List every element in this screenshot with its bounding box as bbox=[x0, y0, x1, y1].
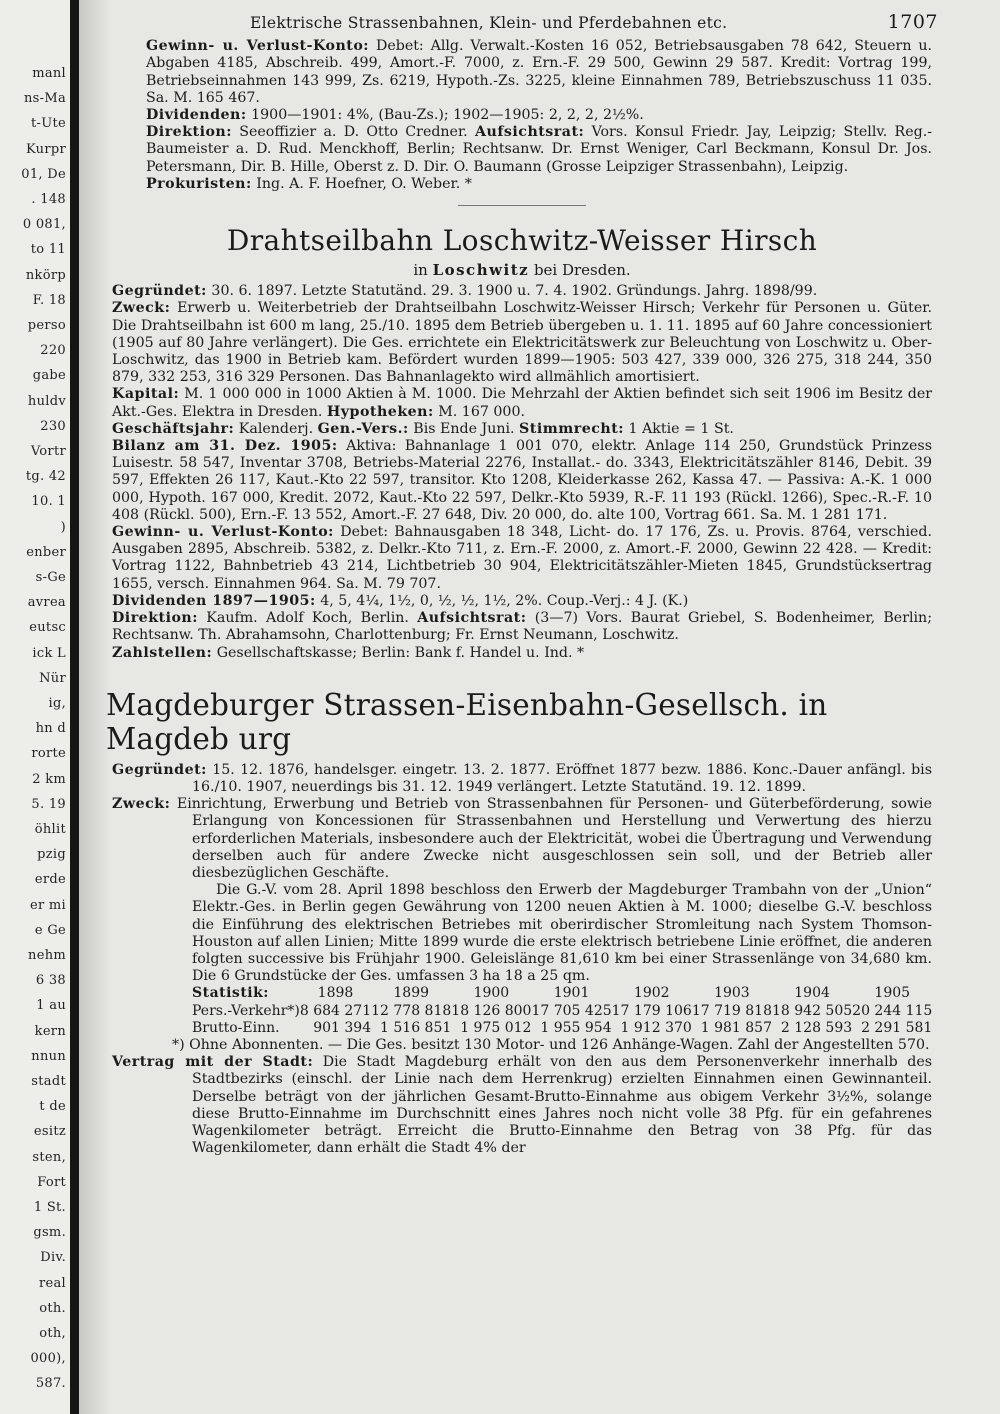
gv-konto-label: Gewinn- u. Verlust-Konto: bbox=[146, 38, 370, 55]
statistics-year-header: 1901 bbox=[553, 985, 590, 1002]
prokuristen-text: Ing. A. F. Hoefner, O. Weber. * bbox=[256, 175, 472, 192]
supervisory-board-label: Aufsichtsrat: bbox=[417, 610, 527, 627]
balance-label: Bilanz am 31. Dez. 1905: bbox=[112, 438, 338, 455]
direction-text: Seeoffizier a. D. Otto Credner. bbox=[239, 124, 468, 141]
gv-konto-paragraph bbox=[112, 524, 932, 593]
statistics-cell: 1 975 012 bbox=[460, 1019, 532, 1036]
section-title: Drahtseilbahn Loschwitz-Weisser Hirsch bbox=[226, 224, 818, 258]
prokuristen-paragraph bbox=[112, 176, 932, 193]
previous-entry-continuation bbox=[112, 38, 932, 193]
margin-fragment: 6 38 bbox=[35, 973, 66, 989]
margin-fragment: Kurpr bbox=[25, 141, 66, 157]
margin-fragment: ick L bbox=[32, 645, 66, 661]
margin-fragment: Div. bbox=[40, 1250, 66, 1266]
margin-fragment: 10. 1 bbox=[31, 494, 66, 510]
margin-fragment: erde bbox=[34, 872, 66, 888]
statistics-year-header: 1904 bbox=[794, 985, 830, 1002]
purpose-label: Zweck: bbox=[112, 796, 171, 813]
margin-fragment: esitz bbox=[33, 1124, 66, 1140]
margin-fragment: gabe bbox=[32, 368, 66, 384]
margin-fragment: oth, bbox=[39, 1326, 66, 1341]
city-contract-label: Vertrag mit der Stadt: bbox=[112, 1054, 314, 1071]
margin-fragment: . 148 bbox=[31, 192, 66, 207]
margin-fragment: rorte bbox=[31, 746, 66, 762]
founded-paragraph bbox=[112, 283, 932, 300]
margin-fragment: ns-Ma bbox=[24, 91, 66, 107]
section-title: Magdeburger Strassen-Eisenbahn-Gesellsch. in Magdeb urg bbox=[106, 687, 828, 756]
mortgage-label: Hypotheken: bbox=[326, 403, 434, 420]
margin-fragment: to 11 bbox=[30, 242, 66, 258]
statistics-cell: 18 126 800 bbox=[451, 1002, 532, 1019]
margin-fragment: hn d bbox=[35, 721, 66, 737]
page-number: 1707 bbox=[887, 11, 938, 33]
margin-fragment: sten, bbox=[32, 1149, 66, 1165]
founded-text: 30. 6. 1897. Letzte Statutänd. 29. 3. 1900 u. 7. 4. 1902. Gründungs. Jahrg. 1898/99. bbox=[211, 283, 818, 300]
mortgage-text: M. 167 000. bbox=[438, 403, 525, 420]
dividends-label: Dividenden: bbox=[146, 107, 247, 124]
direction-label: Direktion: bbox=[146, 124, 232, 141]
statistics-cell: 1 912 370 bbox=[620, 1019, 692, 1036]
direction-paragraph bbox=[112, 610, 932, 644]
subtitle-prefix: in bbox=[413, 261, 428, 280]
margin-fragment: 230 bbox=[40, 418, 66, 434]
paying-agents-paragraph bbox=[112, 645, 932, 662]
gv-konto-paragraph bbox=[112, 38, 932, 107]
margin-fragment: t de bbox=[39, 1099, 66, 1115]
capital-label: Kapital: bbox=[112, 386, 180, 403]
margin-fragment: manl bbox=[32, 66, 66, 81]
margin-fragment: nehm bbox=[28, 948, 66, 963]
margin-fragment: ig, bbox=[48, 696, 66, 711]
margin-fragment: 2 km bbox=[32, 771, 66, 787]
fiscal-year-label: Geschäftsjahr: bbox=[112, 420, 235, 437]
margin-fragment: 587. bbox=[35, 1376, 66, 1392]
founded-label: Gegründet: bbox=[112, 761, 207, 778]
direction-paragraph bbox=[112, 124, 932, 176]
capital-text: M. 1 000 000 in 1000 Aktien à M. 1000. Die Mehrzahl der Aktien befindet sich seit 1906 im Besitz der Akt.-Ges. Elektra in Dresden. bbox=[112, 386, 932, 420]
direction-label: Direktion: bbox=[112, 610, 198, 627]
section-divider bbox=[458, 205, 586, 206]
statistics-cell: 18 942 505 bbox=[771, 1002, 853, 1019]
margin-fragment: Fort bbox=[37, 1174, 66, 1190]
statistics-cell: 1 955 954 bbox=[540, 1019, 612, 1036]
supervisory-board-text: Vors. Konsul Friedr. Jay, Leipzig; Stellv. Reg.-Baumeister a. D. Rud. Menckhoff, Berlin; Rechtsanw. Dr. Ernst Weniger, Carl Beckmann, Konsul Dr. Jos. Petersmann, Dir. B. Hille, Oberst z. D. Dir. O. Baumann (Grosse Leipziger Strassenbahn), Leipzig. bbox=[146, 124, 932, 175]
margin-fragment: nkörp bbox=[25, 267, 66, 283]
margin-fragment: e Ge bbox=[34, 922, 66, 938]
margin-fragment: huldv bbox=[27, 393, 66, 409]
margin-fragment: perso bbox=[27, 318, 66, 333]
purpose-paragraph bbox=[112, 300, 932, 386]
subtitle-suffix: bei Dresden. bbox=[533, 261, 631, 280]
statistics-header-row bbox=[192, 985, 932, 1002]
statistics-cell: 12 778 818 bbox=[371, 1002, 452, 1019]
margin-fragment: pzig bbox=[37, 847, 66, 863]
voting-right-label: Stimmrecht: bbox=[519, 420, 624, 437]
statistics-row bbox=[192, 1003, 932, 1020]
statistics-year-header: 1898 bbox=[317, 985, 354, 1002]
statistics-year-header: 1899 bbox=[393, 985, 430, 1002]
purpose-text: Einrichtung, Erwerbung und Betrieb von Strassenbahnen für Personen- und Güterbeförderung, sowie Erlangung von Koncessionen für Strassenbahnen und Herstellung und Verwertung des hierzu erforderlichen Materials, insbesondere auch der Elektricität, wobei die Übertragung und Verwendung derselben auch für andere Zwecke nicht ausgeschlossen sein soll, und der Betrieb aller diesbezüglichen Geschäfte. bbox=[176, 796, 932, 881]
margin-fragment: 01, De bbox=[21, 166, 66, 182]
founded-label: Gegründet: bbox=[112, 283, 207, 300]
purpose-text: Erwerb u. Weiterbetrieb der Drahtseilbahn Loschwitz-Weisser Hirsch; Verkehr für Personen u. Güter. Die Drahtseilbahn ist 600 m lang, 25./10. 1895 dem Betrieb übergeben u. 1. 11. 1895 auf 60 Jahre concessioniert (1905 auf 80 Jahre verlängert). Die Ges. errichtete ein Elektricitätswerk zur Beleuchtung von Loschwitz u. Ober-Loschwitz, das 1900 in Betrieb kam. Befördert wurden 1899—1905: 503 427, 339 000, 326 275, 318 244, 350 879, 332 253, 316 329 Personen. Das Bahnanlagekto wird allmählich amortisiert. bbox=[112, 300, 932, 386]
statistics-table bbox=[192, 985, 932, 1037]
paying-agents-label: Zahlstellen: bbox=[112, 644, 213, 661]
subtitle-place: Loschwitz bbox=[432, 261, 530, 280]
margin-fragment: F. 18 bbox=[32, 292, 66, 308]
supervisory-board-text: (3—7) Vors. Baurat Griebel, S. Bodenheimer, Berlin; Rechtsanw. Th. Abrahamsohn, Charlottenburg; Fr. Ernst Neumann, Loschwitz. bbox=[112, 610, 932, 644]
statistics-year-header: 1900 bbox=[473, 985, 510, 1002]
gv-konto-text: Debet: Bahnausgaben 18 348, Licht- do. 17 176, Zs. u. Provis. 8764, verschied. Ausgaben 2895, Abschreib. 5382, z. Delkr.-Kto 711, z. Ern.-F. 2000, z. Amort.-F. 2000, Gewinn 22 428. — Kredit: Vortrag 1122, Bahnbetrieb 43 214, Lichtbetrieb 30 904, Elektricitätszähler-Mieten 1845, Grundstücksertrag 1655, versch. Einnahmen 964. Sa. M. 79 707. bbox=[112, 524, 932, 592]
statistics-cell: 2 291 581 bbox=[861, 1019, 933, 1036]
general-meeting-label: Gen.-Vers.: bbox=[317, 420, 409, 437]
history-paragraph: Die G.-V. vom 28. April 1898 beschloss den Erwerb der Magdeburger Trambahn von der „Union“ Elektr.-Ges. in Berlin gegen Gewährung von 1200 neuen Aktien à M. 1000; dieselbe G.-V. beschloss die Einführung des elektrischen Betriebes mit oberirdischer Stromleitung nach System Thomson-Houston auf allen Linien; Mitte 1899 wurde die erste elektrisch betriebene Linie eröffnet, die anderen folgten successive bis Frühjahr 1900. Geleislänge 81,610 km bei einer Strassenlänge von 34,680 km. Die 6 Grundstücke der Ges. umfassen 3 ha 18 a 25 qm. bbox=[192, 882, 932, 985]
statistics-cell: 17 719 818 bbox=[691, 1002, 772, 1019]
section-drahtseilbahn bbox=[112, 224, 932, 662]
dividends-paragraph bbox=[112, 107, 932, 124]
voting-right-text: 1 Aktie = 1 St. bbox=[628, 420, 734, 437]
balance-text: Aktiva: Bahnanlage 1 001 070, elektr. Anlage 114 250, Grundstück Prinzess Luisestr. 58 547, Inventar 3708, Betriebs-Material 2276, Installat.- do. 3343, Elektricitätszähler 8146, Debit. 39 597, Effekten 26 117, Kaut.-Kto 22 597, transitor. Kto 1208, Kleiderkasse 262, Kassa 47. — Passiva: A.-K. 1 000 000, Hypoth. 167 000, Kredit. 2072, Kaut.-Kto 22 597, Delkr.-Kto 5939, R.-F. 11 193 (Rückl. 1266), Spec.-R.-F. 10 408 (Rückl. 500), Ern.-F. 13 552, Amort.-F. 27 648, Div. 20 000, do. alte 100, Vortrag 661. Sa. M. 1 281 171. bbox=[112, 438, 932, 523]
statistics-cell: 17 179 106 bbox=[611, 1002, 692, 1019]
margin-fragment: real bbox=[38, 1275, 66, 1291]
margin-fragment: 5. 19 bbox=[31, 796, 66, 812]
dividends-text: 1900—1901: 4%, (Bau-Zs.); 1902—1905: 2, 2, 2, 2½%. bbox=[251, 107, 644, 124]
margin-fragment: eutsc bbox=[29, 620, 66, 636]
margin-fragment: 220 bbox=[40, 343, 66, 359]
city-contract-paragraph bbox=[112, 1054, 932, 1157]
margin-fragment: 1 St. bbox=[33, 1200, 66, 1215]
statistics-row-label: Pers.-Verkehr*) bbox=[192, 1002, 300, 1019]
margin-fragment: t-Ute bbox=[31, 116, 66, 132]
founded-paragraph bbox=[112, 762, 932, 796]
section-subtitle bbox=[112, 262, 932, 279]
margin-fragment: tg. 42 bbox=[25, 469, 66, 485]
left-margin-fragments bbox=[0, 0, 70, 1414]
margin-fragment: s-Ge bbox=[35, 570, 66, 585]
statistics-block bbox=[112, 985, 932, 1037]
statistics-cell: 1 981 857 bbox=[700, 1019, 772, 1036]
city-contract-text: Die Stadt Magdeburg erhält von den aus dem Personenverkehr innerhalb des Stadtbezirks (einschl. der Linie nach dem Herrenkrug) erzielten Einnahmen einen Gewinnanteil. Derselbe beträgt von der jährlichen Gesamt-Brutto-Einnahme aus obigem Verkehr 3½%, solange diese Brutto-Einnahme im Durchschnitt eines Jahres noch nicht volle 38 Pfg. für ein gefahrenes Wagenkilometer beträgt. Erreicht die Brutto-Einnahme den Betrag von 38 Pfg. für das Wagenkilometer, dann erhält die Stadt 4% der bbox=[192, 1054, 933, 1157]
statistics-row-label: Brutto-Einn. bbox=[192, 1019, 280, 1036]
prokuristen-label: Prokuristen: bbox=[146, 175, 252, 192]
statistics-footnote: *) Ohne Abonnenten. — Die Ges. besitzt 130 Motor- und 126 Anhänge-Wagen. Zahl der Angestellten 570. bbox=[172, 1036, 930, 1053]
direction-text: Kaufm. Adolf Koch, Berlin. bbox=[206, 610, 409, 627]
purpose-paragraph bbox=[112, 796, 932, 882]
fiscal-year-text: Kalenderj. bbox=[238, 420, 314, 437]
margin-fragment: er mi bbox=[29, 897, 66, 913]
dividends-text: 4, 5, 4¼, 1½, 0, ½, ½, 1½, 2%. Coup.-Verj.: 4 J. (K.) bbox=[320, 592, 689, 609]
margin-fragment: gsm. bbox=[33, 1225, 66, 1241]
gv-konto-label: Gewinn- u. Verlust-Konto: bbox=[112, 524, 334, 541]
margin-fragment: 0 081, bbox=[22, 217, 66, 233]
document-page bbox=[106, 11, 938, 1157]
margin-fragment: nnun bbox=[31, 1048, 66, 1064]
header-title: Elektrische Strassenbahnen, Klein- und Pferdebahnen etc. bbox=[250, 14, 728, 32]
margin-fragment: kern bbox=[34, 1023, 66, 1039]
margin-fragment: avrea bbox=[27, 595, 66, 611]
statistics-year-header: 1903 bbox=[714, 985, 750, 1002]
paying-agents-text: Gesellschaftskasse; Berlin: Bank f. Handel u. Ind. * bbox=[216, 644, 585, 661]
fiscal-year-paragraph bbox=[112, 421, 932, 438]
statistics-cell: 17 705 425 bbox=[531, 1002, 612, 1019]
margin-fragment: Vortr bbox=[30, 444, 66, 459]
margin-fragment: enber bbox=[26, 544, 66, 560]
statistics-cell: 20 244 115 bbox=[852, 1002, 933, 1019]
statistics-year-header: 1902 bbox=[633, 985, 670, 1002]
supervisory-board-label: Aufsichtsrat: bbox=[475, 124, 585, 141]
statistics-cell: 2 128 593 bbox=[780, 1019, 853, 1036]
statistics-cell: 1 516 851 bbox=[380, 1019, 452, 1036]
binding-gutter bbox=[70, 0, 79, 1414]
margin-fragment: Nür bbox=[39, 670, 66, 686]
statistics-cell: 901 394 bbox=[313, 1019, 372, 1036]
margin-fragment: öhlit bbox=[34, 822, 66, 837]
statistics-year-header: 1905 bbox=[874, 985, 911, 1002]
founded-text: 15. 12. 1876, handelsger. eingetr. 13. 2. 1877. Eröffnet 1877 bezw. 1886. Konc.-Dauer anfängl. bis 16./10. 1907, neuerdings bis 31. 12. 1949 verlängert. Letzte Statutänd. 19. 12. 1899. bbox=[192, 761, 932, 795]
capital-paragraph bbox=[112, 386, 932, 420]
dividends-label: Dividenden 1897—1905: bbox=[112, 592, 316, 609]
margin-fragment: 000), bbox=[30, 1351, 66, 1367]
running-header bbox=[250, 11, 938, 33]
statistics-cell: 8 684 271 bbox=[299, 1002, 372, 1019]
balance-paragraph bbox=[112, 438, 932, 524]
section-magdeburger bbox=[106, 687, 933, 1158]
statistics-row bbox=[192, 1020, 932, 1037]
dividends-paragraph bbox=[112, 593, 932, 610]
margin-fragment: stadt bbox=[31, 1074, 66, 1089]
margin-fragment: 1 au bbox=[36, 998, 66, 1014]
margin-fragment: oth. bbox=[39, 1300, 66, 1316]
statistics-label: Statistik: bbox=[192, 985, 269, 1002]
gv-konto-text: Debet: Allg. Verwalt.-Kosten 16 052, Betriebsausgaben 78 642, Steuern u. Abgaben 4185, Abschreib. 499, Amort.-F. 7000, z. Ern.-F. 29 500, Gewinn 29 587. Kredit: Vortrag 199, Betriebseinnahmen 143 999, Zs. 6219, Hypoth.-Zs. 3225, kleine Einnahmen 789, Betriebszuschuss 11 035. Sa. M. 165 467. bbox=[146, 38, 933, 106]
margin-fragment: ) bbox=[60, 519, 66, 535]
purpose-label: Zweck: bbox=[112, 300, 171, 317]
general-meeting-text: Bis Ende Juni. bbox=[413, 420, 515, 437]
